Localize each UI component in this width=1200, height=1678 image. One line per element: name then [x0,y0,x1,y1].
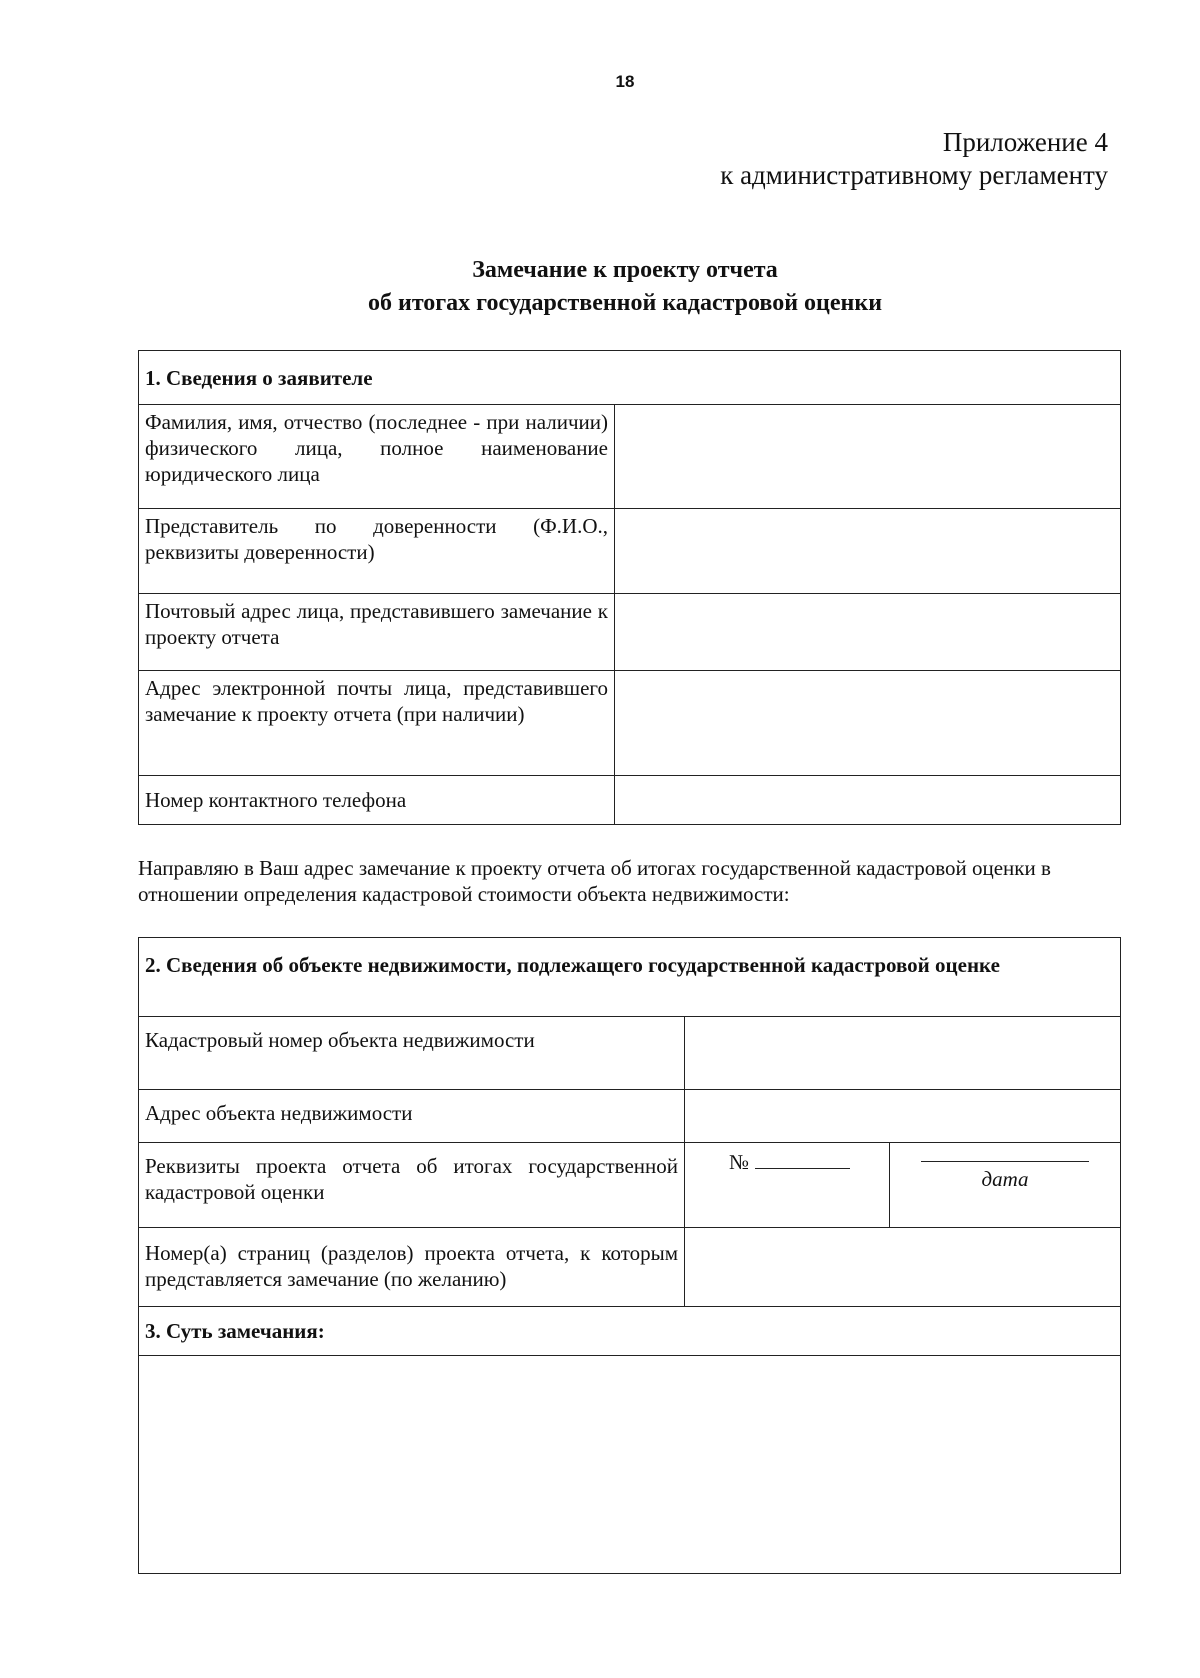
section-2-heading: 2. Сведения об объекте недвижимости, подлежащего государственной кадастровой оценке [139,938,1121,1017]
email-field[interactable] [615,671,1121,776]
pages-field[interactable] [685,1228,1121,1307]
section-3-heading: 3. Суть замечания: [139,1307,1121,1356]
comment-field[interactable] [139,1356,1121,1574]
applicant-name-label: Фамилия, имя, отчество (последнее - при наличии) физического лица, полное наименование юридического лица [139,405,615,509]
pages-label: Номер(а) страниц (разделов) проекта отчета, к которым представляется замечание (по желанию) [139,1228,685,1307]
email-label: Адрес электронной почты лица, представившего замечание к проекту отчета (при наличии) [139,671,615,776]
applicant-table [138,350,1121,825]
report-date-cell[interactable] [890,1143,1121,1228]
property-address-label: Адрес объекта недвижимости [139,1090,685,1143]
report-details-label: Реквизиты проекта отчета об итогах государственной кадастровой оценки [139,1143,685,1228]
report-number-blank[interactable] [755,1150,850,1169]
property-table [138,937,1121,1574]
section-1-heading: 1. Сведения о заявителе [139,351,1121,405]
phone-label: Номер контактного телефона [139,776,615,825]
phone-field[interactable] [615,776,1121,825]
date-underline [921,1161,1089,1162]
report-number-field[interactable] [691,1149,883,1175]
representative-field[interactable] [615,509,1121,594]
page-number: 18 [615,72,635,91]
report-date-field[interactable] [896,1161,1114,1192]
appendix-note [720,126,1108,192]
property-address-field[interactable] [685,1090,1121,1143]
title-line-2: об итогах государственной кадастровой оценки [367,290,883,316]
applicant-name-field[interactable] [615,405,1121,509]
intro-paragraph: Направляю в Ваш адрес замечание к проекту отчета об итогах государственной кадастровой оценки в отношении определения кадастровой стоимости объекта недвижимости: [138,856,1051,906]
cadastral-number-field[interactable] [685,1017,1121,1090]
title-line-1: Замечание к проекту отчета [472,257,778,283]
appendix-line-1: Приложение 4 [942,127,1108,157]
postal-address-field[interactable] [615,594,1121,671]
cadastral-number-label: Кадастровый номер объекта недвижимости [139,1017,685,1090]
number-sign: № [729,1150,750,1174]
representative-label: Представитель по доверенности (Ф.И.О., реквизиты доверенности) [139,509,615,594]
report-number-cell[interactable] [685,1143,890,1228]
postal-address-label: Почтовый адрес лица, представившего замечание к проекту отчета [139,594,615,671]
appendix-line-2: к административному регламенту [720,160,1108,190]
document-title [130,254,1120,320]
date-label: дата [981,1167,1029,1191]
